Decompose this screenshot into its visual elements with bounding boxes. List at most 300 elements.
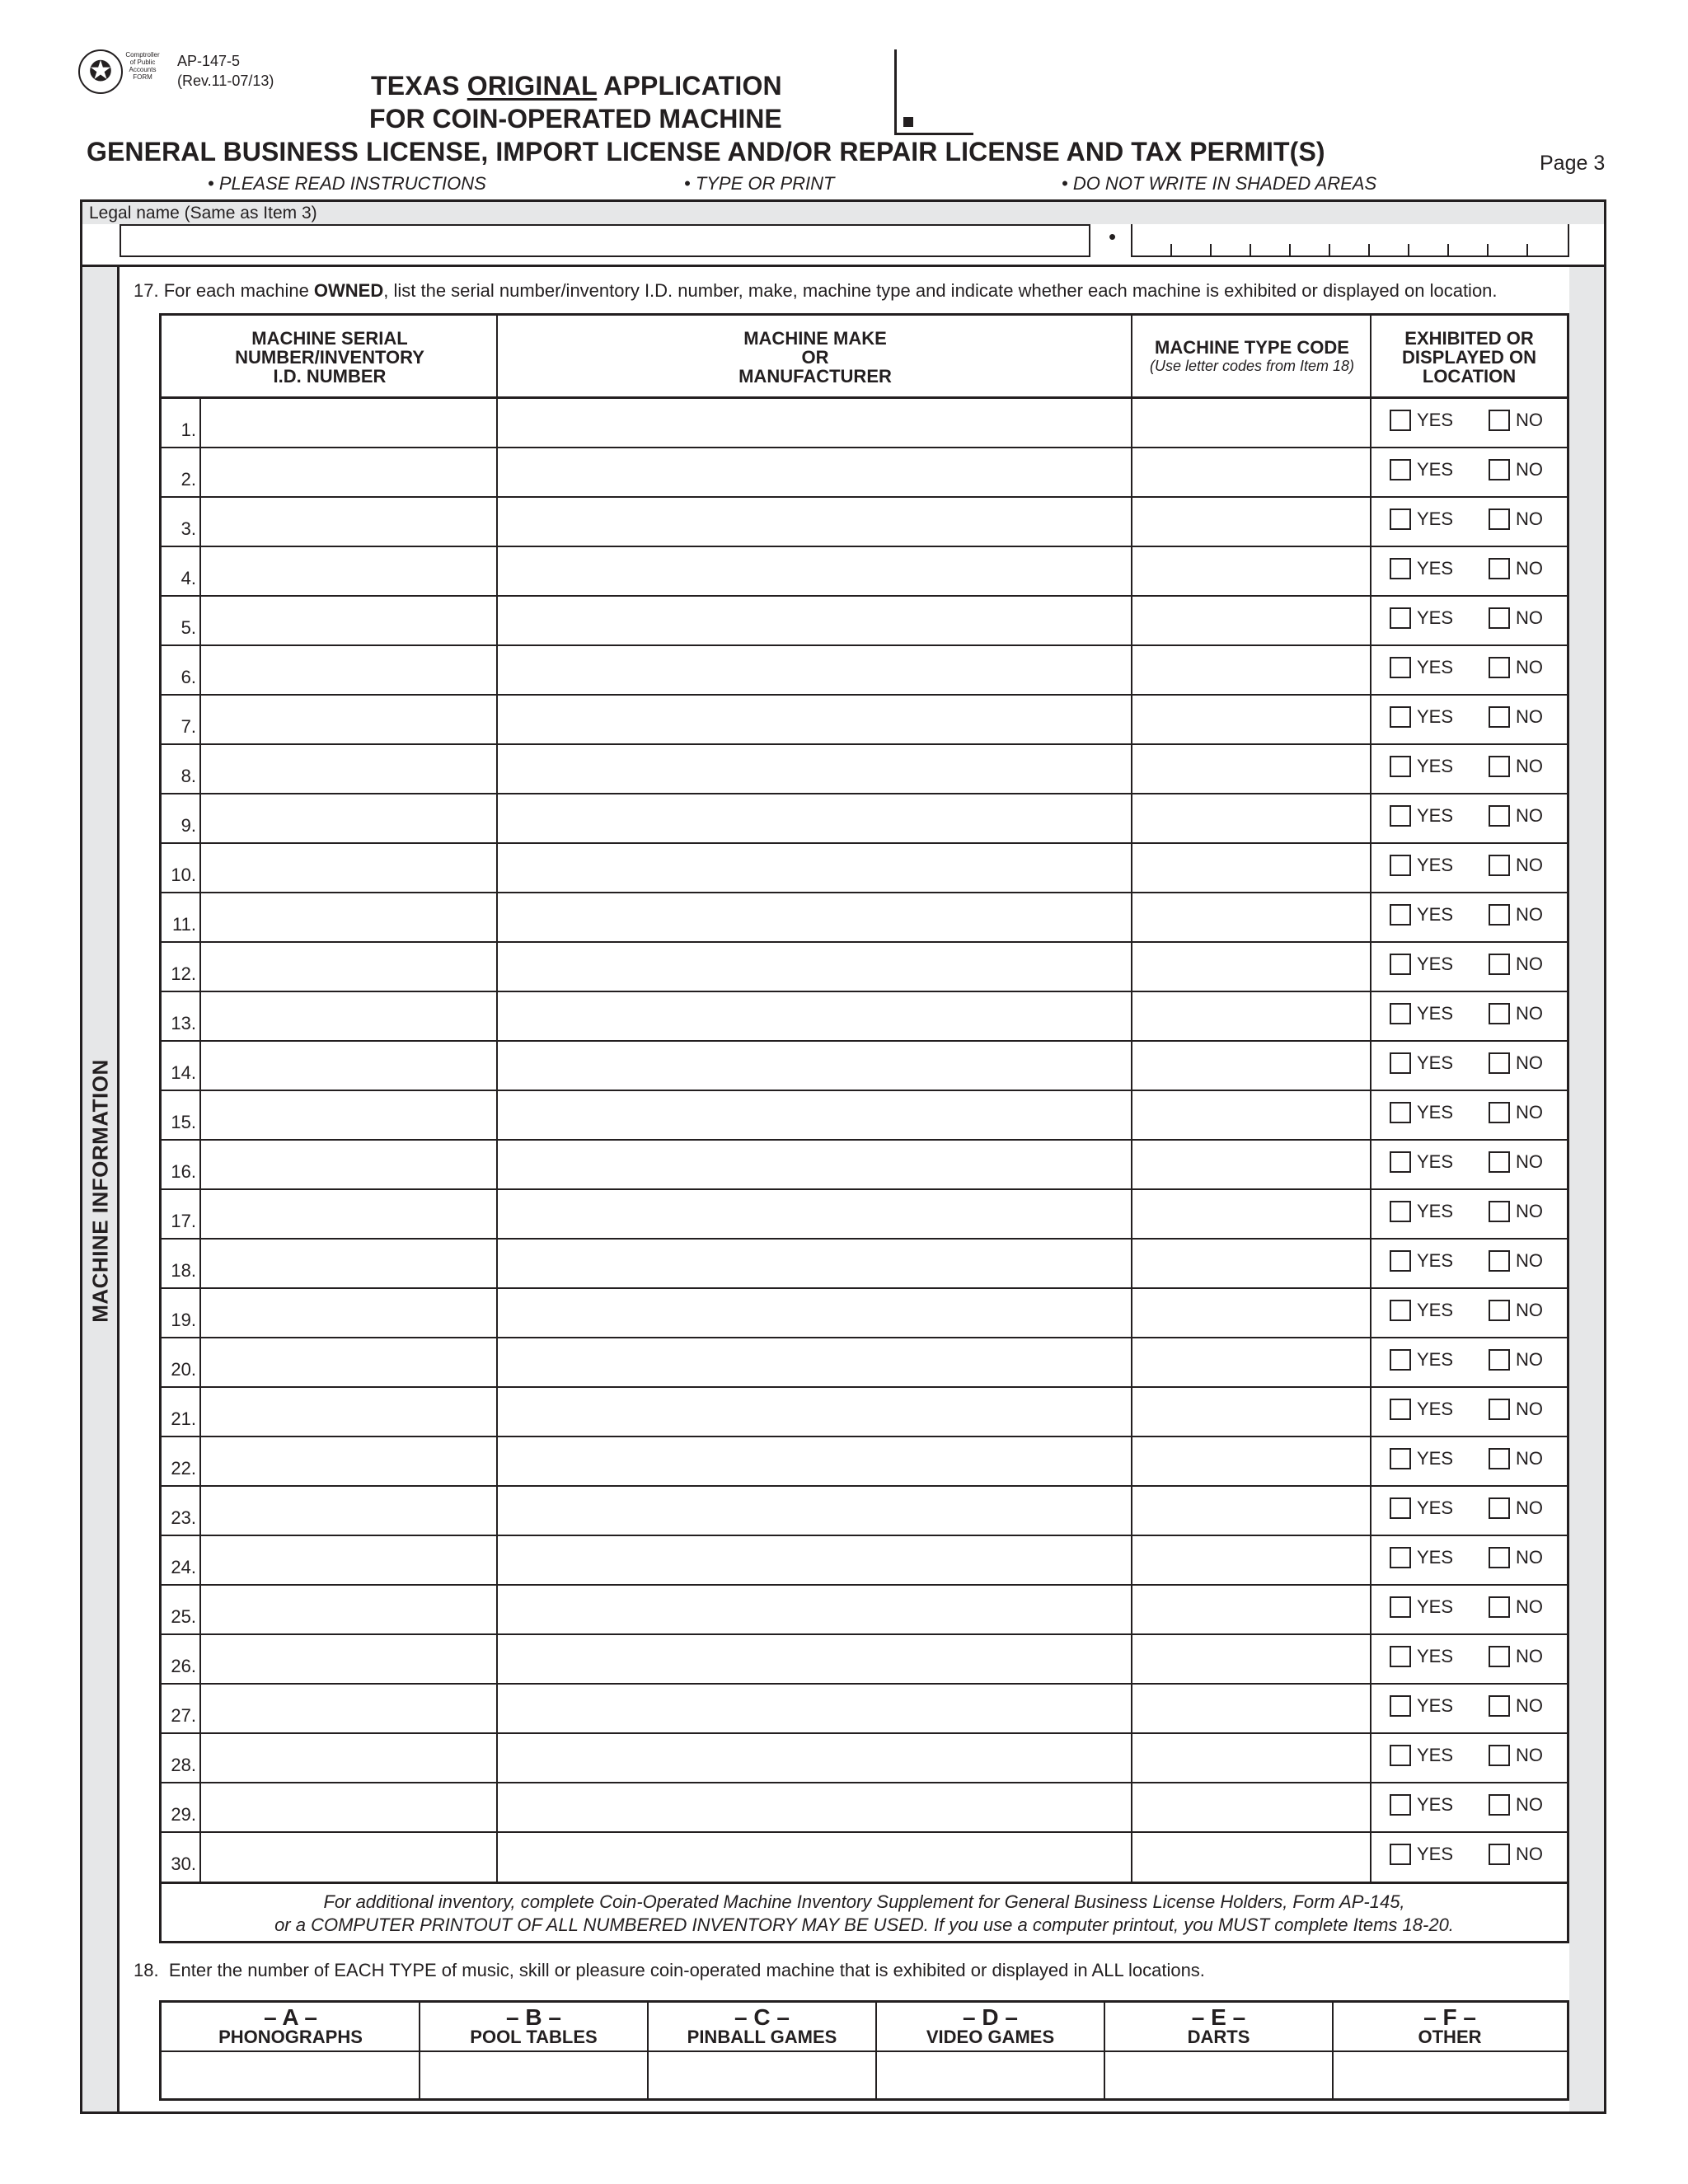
no-checkbox[interactable]	[1489, 657, 1510, 678]
yes-option[interactable]	[1390, 1596, 1453, 1618]
make-cell[interactable]	[498, 1684, 1131, 1732]
type-code-cell[interactable]	[1132, 1783, 1370, 1830]
yes-option[interactable]	[1390, 1003, 1453, 1024]
no-option[interactable]	[1489, 657, 1543, 678]
row-number: 24.	[171, 1557, 196, 1577]
make-cell[interactable]	[498, 1338, 1131, 1385]
make-cell[interactable]	[498, 942, 1131, 990]
title-prefix: TEXAS	[371, 71, 467, 101]
table-row	[162, 546, 1567, 596]
legal-name-field[interactable]	[120, 224, 1090, 257]
type-code-cell[interactable]	[1132, 546, 1370, 594]
yes-option[interactable]	[1390, 954, 1453, 975]
no-option[interactable]	[1489, 1497, 1543, 1519]
yes-label: YES	[1417, 1102, 1454, 1122]
yes-option[interactable]	[1390, 855, 1453, 876]
type-code-cell[interactable]	[1132, 1585, 1370, 1633]
no-checkbox[interactable]	[1489, 1844, 1510, 1865]
serial-number-cell[interactable]	[201, 448, 496, 495]
make-cell[interactable]	[498, 695, 1131, 743]
serial-number-cell[interactable]	[201, 1634, 496, 1682]
type-code-cell[interactable]	[1132, 1832, 1370, 1880]
make-cell[interactable]	[498, 744, 1131, 792]
yes-checkbox[interactable]	[1390, 1844, 1411, 1865]
no-label: NO	[1516, 1250, 1543, 1271]
no-checkbox[interactable]	[1489, 1448, 1510, 1469]
no-checkbox[interactable]	[1489, 607, 1510, 629]
make-cell[interactable]	[498, 1436, 1131, 1484]
row-number: 10.	[171, 865, 196, 885]
row-number: 7.	[181, 716, 196, 737]
serial-number-cell[interactable]	[201, 1684, 496, 1732]
yes-option[interactable]	[1390, 1745, 1453, 1766]
no-checkbox[interactable]	[1489, 1399, 1510, 1420]
table-row	[162, 744, 1567, 794]
type-code-cell[interactable]	[1132, 1090, 1370, 1138]
category-count-field[interactable]	[1333, 2053, 1567, 2098]
make-cell[interactable]	[498, 645, 1131, 693]
yes-option[interactable]	[1390, 1844, 1453, 1865]
yes-option[interactable]	[1390, 1695, 1453, 1717]
yes-checkbox[interactable]	[1390, 657, 1411, 678]
serial-number-cell[interactable]	[201, 1535, 496, 1583]
no-checkbox[interactable]	[1489, 1497, 1510, 1519]
no-label: NO	[1516, 1151, 1543, 1172]
serial-number-cell[interactable]	[201, 942, 496, 990]
serial-number-cell[interactable]	[201, 398, 496, 446]
no-checkbox[interactable]	[1489, 1201, 1510, 1222]
no-option[interactable]	[1489, 607, 1543, 629]
item-17-text-after: , list the serial number/inventory I.D. number, make, machine type and indicate whether each machine is exhibited or displayed on location.	[383, 280, 1498, 301]
category-header	[162, 2003, 420, 2052]
row-number: 1.	[181, 419, 196, 440]
no-option[interactable]	[1489, 954, 1543, 975]
no-option[interactable]	[1489, 558, 1543, 579]
yes-option[interactable]	[1390, 509, 1453, 530]
no-checkbox[interactable]	[1489, 459, 1510, 480]
yes-option[interactable]	[1390, 805, 1453, 827]
no-checkbox[interactable]	[1489, 904, 1510, 926]
make-cell[interactable]	[498, 1535, 1131, 1583]
no-label: NO	[1516, 1596, 1543, 1617]
make-cell[interactable]	[498, 1832, 1131, 1880]
type-code-cell[interactable]	[1132, 1387, 1370, 1435]
table-row	[162, 1585, 1567, 1634]
type-code-cell[interactable]	[1132, 794, 1370, 841]
yes-checkbox[interactable]	[1390, 1794, 1411, 1816]
no-option[interactable]	[1489, 410, 1543, 431]
yes-checkbox[interactable]	[1390, 509, 1411, 530]
taxpayer-number-divider	[1329, 244, 1330, 257]
table-row	[162, 1486, 1567, 1535]
type-code-cell[interactable]	[1132, 645, 1370, 693]
inventory-footnote-line1: For additional inventory, complete Coin-Operated Machine Inventory Supplement for General Business License Holders, Form AP-145,	[323, 1891, 1405, 1912]
yes-option[interactable]	[1390, 1399, 1453, 1420]
type-code-cell[interactable]	[1132, 1338, 1370, 1385]
serial-number-cell[interactable]	[201, 1585, 496, 1633]
make-cell[interactable]	[498, 1486, 1131, 1534]
yes-option[interactable]	[1390, 1448, 1453, 1469]
yes-checkbox[interactable]	[1390, 1695, 1411, 1717]
yes-checkbox[interactable]	[1390, 1349, 1411, 1371]
serial-number-cell[interactable]	[201, 1387, 496, 1435]
type-code-cell[interactable]	[1132, 1634, 1370, 1682]
type-code-cell[interactable]	[1132, 744, 1370, 792]
no-checkbox[interactable]	[1489, 1596, 1510, 1618]
row-number: 23.	[171, 1507, 196, 1528]
no-checkbox[interactable]	[1489, 558, 1510, 579]
yes-option[interactable]	[1390, 459, 1453, 480]
yes-option[interactable]	[1390, 1794, 1453, 1816]
scanner-mark-base	[894, 133, 973, 135]
yes-label: YES	[1417, 1646, 1454, 1666]
row-number: 8.	[181, 766, 196, 786]
no-option[interactable]	[1489, 1794, 1543, 1816]
no-label: NO	[1516, 1695, 1543, 1716]
yes-option[interactable]	[1390, 1646, 1453, 1667]
type-code-cell[interactable]	[1132, 497, 1370, 545]
taxpayer-number-field[interactable]	[1131, 224, 1569, 257]
no-option[interactable]	[1489, 1151, 1543, 1173]
no-option[interactable]	[1489, 1596, 1543, 1618]
make-cell[interactable]	[498, 1140, 1131, 1188]
no-option[interactable]	[1489, 509, 1543, 530]
no-checkbox[interactable]	[1489, 805, 1510, 827]
yes-checkbox[interactable]	[1390, 1052, 1411, 1074]
yes-label: YES	[1417, 1052, 1454, 1073]
yes-checkbox[interactable]	[1390, 1547, 1411, 1568]
serial-number-cell[interactable]	[201, 1140, 496, 1188]
yes-label: YES	[1417, 410, 1454, 430]
type-code-cell[interactable]	[1132, 695, 1370, 743]
serial-number-cell[interactable]	[201, 1486, 496, 1534]
no-checkbox[interactable]	[1489, 706, 1510, 728]
no-checkbox[interactable]	[1489, 1794, 1510, 1816]
make-cell[interactable]	[498, 1783, 1131, 1830]
type-code-cell[interactable]	[1132, 942, 1370, 990]
yes-option[interactable]	[1390, 1250, 1453, 1272]
row-number: 12.	[171, 963, 196, 984]
category-name: OTHER	[1418, 2027, 1482, 2047]
serial-number-cell[interactable]	[201, 1041, 496, 1089]
no-checkbox[interactable]	[1489, 410, 1510, 431]
no-option[interactable]	[1489, 706, 1543, 728]
make-cell[interactable]	[498, 843, 1131, 891]
no-option[interactable]	[1489, 1201, 1543, 1222]
yes-option[interactable]	[1390, 607, 1453, 629]
yes-checkbox[interactable]	[1390, 1596, 1411, 1618]
form-number-block	[177, 51, 274, 91]
make-cell[interactable]	[498, 546, 1131, 594]
no-checkbox[interactable]	[1489, 855, 1510, 876]
yes-checkbox[interactable]	[1390, 1448, 1411, 1469]
no-checkbox[interactable]	[1489, 1003, 1510, 1024]
yes-checkbox[interactable]	[1390, 558, 1411, 579]
no-option[interactable]	[1489, 1052, 1543, 1074]
no-option[interactable]	[1489, 1448, 1543, 1469]
no-checkbox[interactable]	[1489, 954, 1510, 975]
make-cell[interactable]	[498, 448, 1131, 495]
serial-number-cell[interactable]	[201, 1733, 496, 1781]
serial-number-cell[interactable]	[201, 1288, 496, 1336]
make-cell[interactable]	[498, 1090, 1131, 1138]
yes-option[interactable]	[1390, 1349, 1453, 1371]
no-option[interactable]	[1489, 1003, 1543, 1024]
item-18-number: 18.	[134, 1960, 159, 1980]
serial-number-cell[interactable]	[201, 546, 496, 594]
make-cell[interactable]	[498, 794, 1131, 841]
taxpayer-number-divider	[1487, 244, 1489, 257]
no-option[interactable]	[1489, 904, 1543, 926]
table-bottom-rule	[162, 1882, 1567, 1884]
type-code-cell[interactable]	[1132, 1288, 1370, 1336]
yes-option[interactable]	[1390, 1052, 1453, 1074]
title-line-1	[371, 71, 782, 101]
no-checkbox[interactable]	[1489, 1052, 1510, 1074]
type-code-cell[interactable]	[1132, 1239, 1370, 1286]
table-row	[162, 991, 1567, 1041]
yes-checkbox[interactable]	[1390, 1250, 1411, 1272]
table-row	[162, 1783, 1567, 1832]
yes-label: YES	[1417, 1596, 1454, 1617]
yes-label: YES	[1417, 1250, 1454, 1271]
no-checkbox[interactable]	[1489, 1300, 1510, 1321]
yes-checkbox[interactable]	[1390, 1003, 1411, 1024]
no-checkbox[interactable]	[1489, 1349, 1510, 1371]
category-count-field[interactable]	[162, 2053, 420, 2098]
serial-number-cell[interactable]	[201, 1189, 496, 1237]
yes-checkbox[interactable]	[1390, 1102, 1411, 1123]
no-option[interactable]	[1489, 1102, 1543, 1123]
yes-label: YES	[1417, 1300, 1454, 1320]
yes-checkbox[interactable]	[1390, 904, 1411, 926]
make-cell[interactable]	[498, 1733, 1131, 1781]
yes-option[interactable]	[1390, 1497, 1453, 1519]
no-option[interactable]	[1489, 1300, 1543, 1321]
make-cell[interactable]	[498, 893, 1131, 940]
yes-label: YES	[1417, 607, 1454, 628]
yes-checkbox[interactable]	[1390, 855, 1411, 876]
category-count-field[interactable]	[420, 2053, 648, 2098]
type-code-cell[interactable]	[1132, 991, 1370, 1039]
yes-option[interactable]	[1390, 410, 1453, 431]
yes-label: YES	[1417, 855, 1454, 875]
serial-number-cell[interactable]	[201, 645, 496, 693]
yes-option[interactable]	[1390, 1547, 1453, 1568]
category-name: PINBALL GAMES	[687, 2027, 837, 2047]
type-code-cell[interactable]	[1132, 1041, 1370, 1089]
form-number: AP-147-5	[177, 53, 241, 69]
no-label: NO	[1516, 706, 1543, 727]
category-count-field[interactable]	[1104, 2053, 1333, 2098]
yes-option[interactable]	[1390, 1151, 1453, 1173]
table-row	[162, 1288, 1567, 1338]
table-row	[162, 645, 1567, 695]
yes-checkbox[interactable]	[1390, 607, 1411, 629]
no-option[interactable]	[1489, 1250, 1543, 1272]
type-code-cell[interactable]	[1132, 1535, 1370, 1583]
type-code-cell[interactable]	[1132, 1733, 1370, 1781]
no-checkbox[interactable]	[1489, 1646, 1510, 1667]
serial-number-cell[interactable]	[201, 794, 496, 841]
yes-checkbox[interactable]	[1390, 459, 1411, 480]
table-row	[162, 1535, 1567, 1585]
table-row	[162, 448, 1567, 497]
yes-label: YES	[1417, 1151, 1454, 1172]
table-row	[162, 893, 1567, 942]
serial-number-cell[interactable]	[201, 1832, 496, 1880]
make-cell[interactable]	[498, 1041, 1131, 1089]
no-option[interactable]	[1489, 459, 1543, 480]
yes-checkbox[interactable]	[1390, 756, 1411, 777]
type-code-cell[interactable]	[1132, 1189, 1370, 1237]
no-option[interactable]	[1489, 855, 1543, 876]
no-option[interactable]	[1489, 1349, 1543, 1371]
col-exhibited-line2: DISPLAYED ON	[1401, 346, 1536, 368]
category-letter: – E –	[1191, 2004, 1246, 2030]
no-checkbox[interactable]	[1489, 756, 1510, 777]
no-label: NO	[1516, 459, 1543, 480]
table-row	[162, 1338, 1567, 1387]
table-row	[162, 1684, 1567, 1733]
serial-number-cell[interactable]	[201, 744, 496, 792]
make-cell[interactable]	[498, 1387, 1131, 1435]
serial-number-cell[interactable]	[201, 1436, 496, 1484]
make-cell[interactable]	[498, 1585, 1131, 1633]
make-cell[interactable]	[498, 1189, 1131, 1237]
type-code-cell[interactable]	[1132, 1140, 1370, 1188]
table-row	[162, 1090, 1567, 1140]
table-row	[162, 794, 1567, 843]
serial-number-cell[interactable]	[201, 1090, 496, 1138]
yes-checkbox[interactable]	[1390, 1497, 1411, 1519]
yes-checkbox[interactable]	[1390, 1201, 1411, 1222]
no-checkbox[interactable]	[1489, 1547, 1510, 1568]
type-code-cell[interactable]	[1132, 893, 1370, 940]
make-cell[interactable]	[498, 398, 1131, 446]
col-header-make	[498, 316, 1132, 398]
no-label: NO	[1516, 1448, 1543, 1469]
yes-checkbox[interactable]	[1390, 1399, 1411, 1420]
make-cell[interactable]	[498, 991, 1131, 1039]
category-count-field[interactable]	[648, 2053, 876, 2098]
type-code-cell[interactable]	[1132, 843, 1370, 891]
yes-checkbox[interactable]	[1390, 1151, 1411, 1173]
taxpayer-number-divider	[1170, 244, 1172, 257]
serial-number-cell[interactable]	[201, 843, 496, 891]
row-number: 29.	[171, 1804, 196, 1825]
table-row	[162, 695, 1567, 744]
make-cell[interactable]	[498, 1288, 1131, 1336]
type-code-cell[interactable]	[1132, 1684, 1370, 1732]
title-line-3: GENERAL BUSINESS LICENSE, IMPORT LICENSE AND/OR REPAIR LICENSE AND TAX PERMIT(S)	[87, 137, 1325, 166]
serial-number-cell[interactable]	[201, 893, 496, 940]
no-option[interactable]	[1489, 1745, 1543, 1766]
table-row	[162, 1189, 1567, 1239]
table-row	[162, 1387, 1567, 1436]
no-label: NO	[1516, 1300, 1543, 1320]
category-count-field[interactable]	[876, 2053, 1104, 2098]
no-option[interactable]	[1489, 756, 1543, 777]
no-option[interactable]	[1489, 1844, 1543, 1865]
serial-number-cell[interactable]	[201, 1338, 496, 1385]
no-label: NO	[1516, 1497, 1543, 1518]
row-number: 13.	[171, 1013, 196, 1033]
yes-option[interactable]	[1390, 558, 1453, 579]
no-checkbox[interactable]	[1489, 1745, 1510, 1766]
no-option[interactable]	[1489, 1547, 1543, 1568]
no-option[interactable]	[1489, 1399, 1543, 1420]
no-label: NO	[1516, 1003, 1543, 1024]
yes-option[interactable]	[1390, 904, 1453, 926]
item-18-instruction	[134, 1960, 1205, 1981]
yes-option[interactable]	[1390, 1201, 1453, 1222]
item-17-owned: OWNED	[313, 280, 384, 301]
serial-number-cell[interactable]	[201, 1239, 496, 1286]
no-option[interactable]	[1489, 805, 1543, 827]
no-checkbox[interactable]	[1489, 1695, 1510, 1717]
serial-number-cell[interactable]	[201, 1783, 496, 1830]
make-cell[interactable]	[498, 1239, 1131, 1286]
item-17-text-before: For each machine	[163, 280, 314, 301]
yes-option[interactable]	[1390, 706, 1453, 728]
yes-label: YES	[1417, 1547, 1454, 1568]
yes-checkbox[interactable]	[1390, 410, 1411, 431]
taxpayer-number-divider	[1289, 244, 1291, 257]
no-label: NO	[1516, 805, 1543, 826]
yes-checkbox[interactable]	[1390, 1300, 1411, 1321]
no-label: NO	[1516, 410, 1543, 430]
make-cell[interactable]	[498, 497, 1131, 545]
yes-option[interactable]	[1390, 756, 1453, 777]
yes-label: YES	[1417, 1794, 1454, 1815]
no-checkbox[interactable]	[1489, 509, 1510, 530]
taxpayer-number-divider	[1210, 244, 1212, 257]
no-label: NO	[1516, 1349, 1543, 1370]
no-option[interactable]	[1489, 1695, 1543, 1717]
yes-option[interactable]	[1390, 1102, 1453, 1123]
make-cell[interactable]	[498, 596, 1131, 644]
make-cell[interactable]	[498, 1634, 1131, 1682]
type-code-cell[interactable]	[1132, 398, 1370, 446]
yes-option[interactable]	[1390, 1300, 1453, 1321]
yes-option[interactable]	[1390, 657, 1453, 678]
serial-number-cell[interactable]	[201, 991, 496, 1039]
serial-number-cell[interactable]	[201, 497, 496, 545]
no-checkbox[interactable]	[1489, 1151, 1510, 1173]
row-number: 28.	[171, 1755, 196, 1775]
yes-checkbox[interactable]	[1390, 1646, 1411, 1667]
no-option[interactable]	[1489, 1646, 1543, 1667]
no-checkbox[interactable]	[1489, 1250, 1510, 1272]
yes-checkbox[interactable]	[1390, 1745, 1411, 1766]
type-code-cell[interactable]	[1132, 596, 1370, 644]
serial-number-cell[interactable]	[201, 695, 496, 743]
table-row	[162, 942, 1567, 991]
yes-checkbox[interactable]	[1390, 706, 1411, 728]
table-row	[162, 497, 1567, 546]
yes-label: YES	[1417, 558, 1454, 579]
category-name: DARTS	[1187, 2027, 1250, 2047]
yes-checkbox[interactable]	[1390, 805, 1411, 827]
no-checkbox[interactable]	[1489, 1102, 1510, 1123]
type-code-cell[interactable]	[1132, 1436, 1370, 1484]
row-number: 14.	[171, 1062, 196, 1083]
yes-checkbox[interactable]	[1390, 954, 1411, 975]
type-code-cell[interactable]	[1132, 1486, 1370, 1534]
type-code-cell[interactable]	[1132, 448, 1370, 495]
serial-number-cell[interactable]	[201, 596, 496, 644]
